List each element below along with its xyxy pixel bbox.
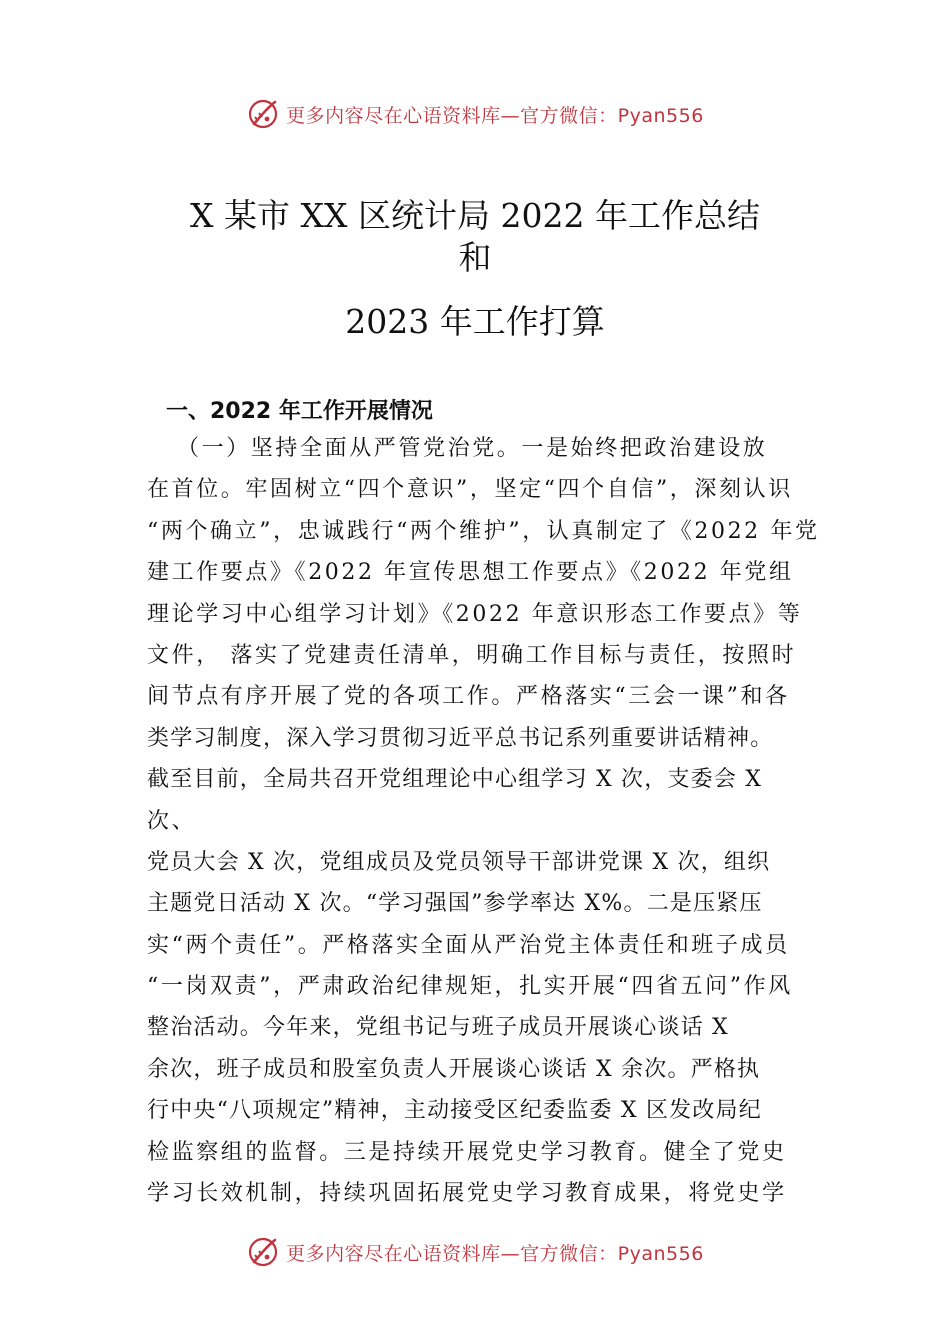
document-title-line-2: 和	[458, 238, 492, 277]
watermark-label: 更多内容尽在心语资料库—官方微信：	[286, 1242, 618, 1265]
body-line: 理论学习中心组学习计划》《2022 年意识形态工作要点》等	[147, 601, 803, 627]
body-line: （一）坚持全面从严管党治党。一是始终把政治建设放	[177, 436, 768, 461]
watermark-label: 更多内容尽在心语资料库—官方微信：	[286, 104, 618, 127]
body-line: 检监察组的监督。三是持续开展党史学习教育。健全了党史	[147, 1139, 787, 1165]
body-line: 学习长效机制，持续巩固拓展党史学习教育成果，将党史学	[147, 1181, 787, 1207]
body-line: 间节点有序开展了党的各项工作。严格落实“三会一课”和各	[147, 684, 790, 710]
body-line: 建工作要点》《2022 年宣传思想工作要点》《2022 年党组	[147, 560, 794, 586]
body-line: 余次，班子成员和股室负责人开展谈心谈话 X 余次。严格执	[147, 1056, 761, 1082]
body-text	[147, 428, 827, 1214]
body-line: 次、	[147, 808, 197, 834]
header-watermark	[0, 94, 950, 134]
document-title-line-1: X 某市 XX 区统计局 2022 年工作总结	[190, 196, 760, 235]
watermark-text	[286, 1239, 704, 1266]
document-title-line-3: 2023 年工作打算	[345, 302, 605, 341]
watermark-text	[286, 101, 704, 128]
body-line: 行中央“八项规定”精神，主动接受区纪委监委 X 区发改局纪	[147, 1098, 762, 1124]
watermark-wechat-id: Pyan556	[617, 1242, 704, 1265]
body-line: 整治活动。今年来，党组书记与班子成员开展谈心谈话 X	[147, 1015, 729, 1041]
watermark-wechat-id: Pyan556	[617, 104, 704, 127]
quill-seal-icon	[246, 97, 280, 131]
section-heading: 一、2022 年工作开展情况	[166, 399, 433, 424]
footer-watermark	[0, 1232, 950, 1272]
body-line: “两个确立”，忠诚践行“两个维护”，认真制定了《2022 年党	[147, 518, 820, 544]
body-line: 党员大会 X 次，党组成员及党员领导干部讲党课 X 次，组织	[147, 849, 771, 875]
body-line: 主题党日活动 X 次。“学习强国”参学率达 X%。二是压紧压	[147, 891, 763, 917]
body-line: 实“两个责任”。严格落实全面从严治党主体责任和班子成员	[147, 932, 790, 958]
body-line: 类学习制度，深入学习贯彻习近平总书记系列重要讲话精神。	[147, 725, 774, 751]
body-line: “一岗双责”，严肃政治纪律规矩，扎实开展“四省五问”作风	[147, 974, 793, 1000]
body-line: 文件， 落实了党建责任清单，明确工作目标与责任，按照时	[147, 642, 797, 668]
body-line: 在首位。牢固树立“四个意识”，坚定“四个自信”，深刻认识	[147, 477, 793, 503]
body-line: 截至目前，全局共召开党组理论中心组学习 X 次，支委会 X	[147, 767, 763, 793]
quill-seal-icon	[246, 1235, 280, 1269]
